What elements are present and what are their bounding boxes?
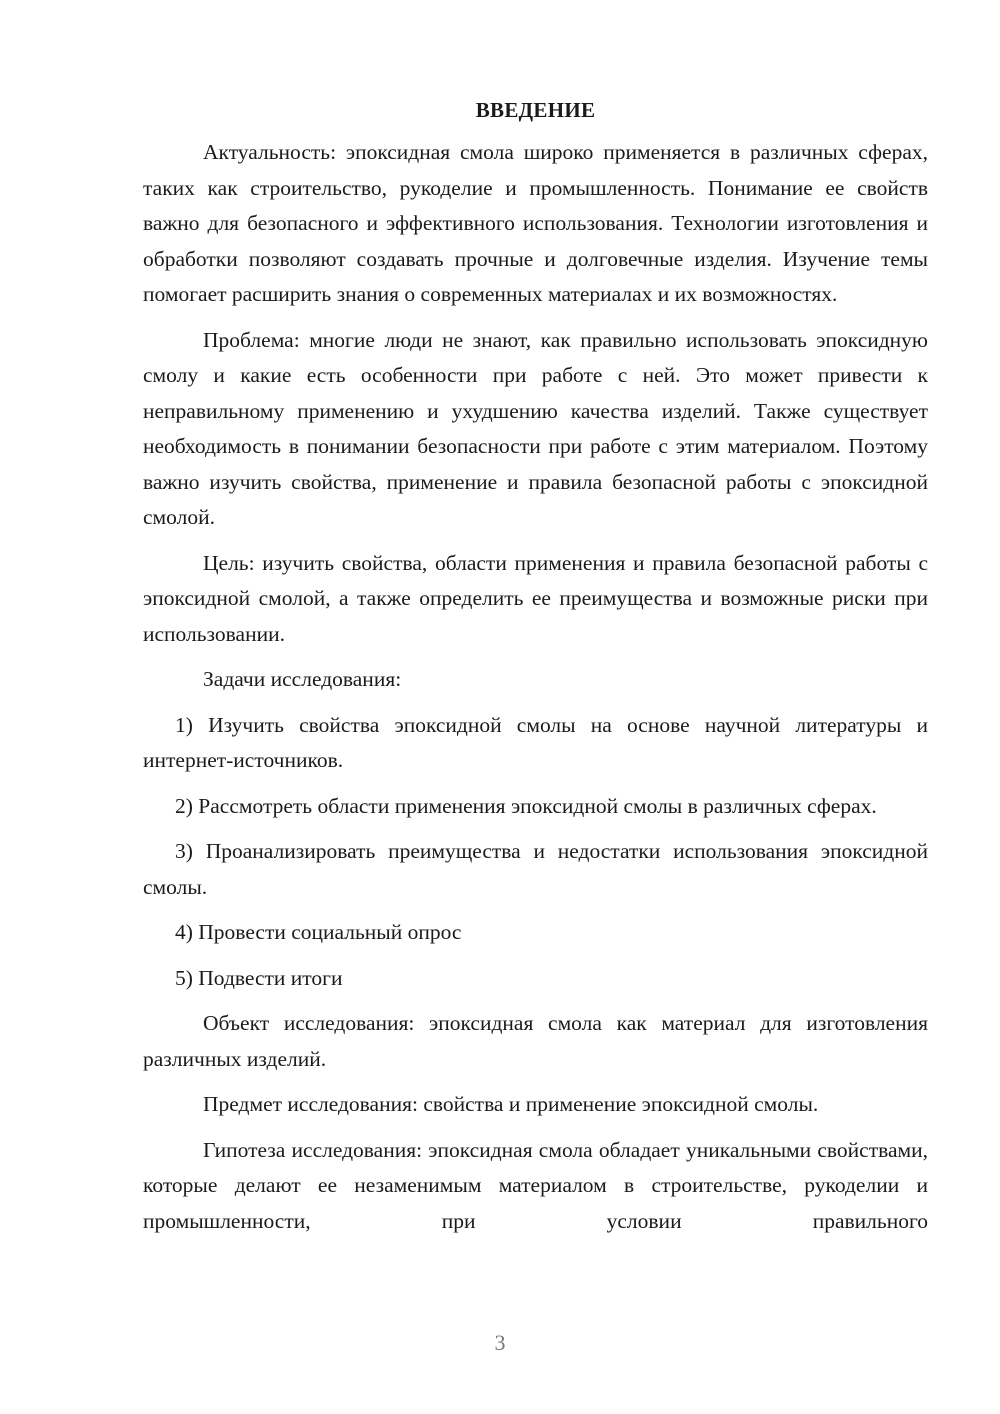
goal-paragraph: Цель: изучить свойства, области применения и правила безопасной работы с эпоксидной смолой, а также определить ее преимущества и возможные риски при использовании. [143,550,928,646]
relevance-paragraph: Актуальность: эпоксидная смола широко применяется в различных сферах, таких как строительство, рукоделие и промышленность. Понимание ее свойств важно для безопасного и эффективного использования. Технологии изготовления и обработки позволяют создавать прочные и долговечные изделия. Изучение темы помогает расширить знания о современных материалах и их возможностях. [143,140,928,306]
task-item-5: 5) Подвести итоги [175,965,343,990]
document-page [143,93,928,1249]
task-item-2: 2) Рассмотреть области применения эпоксидной смолы в различных сферах. [175,793,877,818]
section-title: ВВЕДЕНИЕ [475,98,596,122]
task-item-1: 1) Изучить свойства эпоксидной смолы на основе научной литературы и интернет-источников. [143,712,928,772]
tasks-heading: Задачи исследования: [203,667,402,691]
object-paragraph: Объект исследования: эпоксидная смола как материал для изготовления различных изделий. [143,1011,928,1071]
page-number: 3 [494,1330,506,1355]
problem-paragraph: Проблема: многие люди не знают, как правильно использовать эпоксидную смолу и какие есть особенности при работе с ней. Это может привести к неправильному применению и ухудшению качества изделий. Также существует необходимость в понимании безопасности при работе с этим материалом. Поэтому важно изучить свойства, применение и правила безопасной работы с эпоксидной смолой. [143,327,928,529]
task-item-3: 3) Проанализировать преимущества и недостатки использования эпоксидной смолы. [143,839,928,899]
task-item-4: 4) Провести социальный опрос [175,920,462,944]
hypothesis-paragraph: Гипотеза исследования: эпоксидная смола обладает уникальными свойствами, которые делают ее незаменимым материалом в строительстве, рукоделии и промышленности, при условии правильного [143,1137,928,1233]
subject-paragraph: Предмет исследования: свойства и применение эпоксидной смолы. [203,1092,819,1116]
